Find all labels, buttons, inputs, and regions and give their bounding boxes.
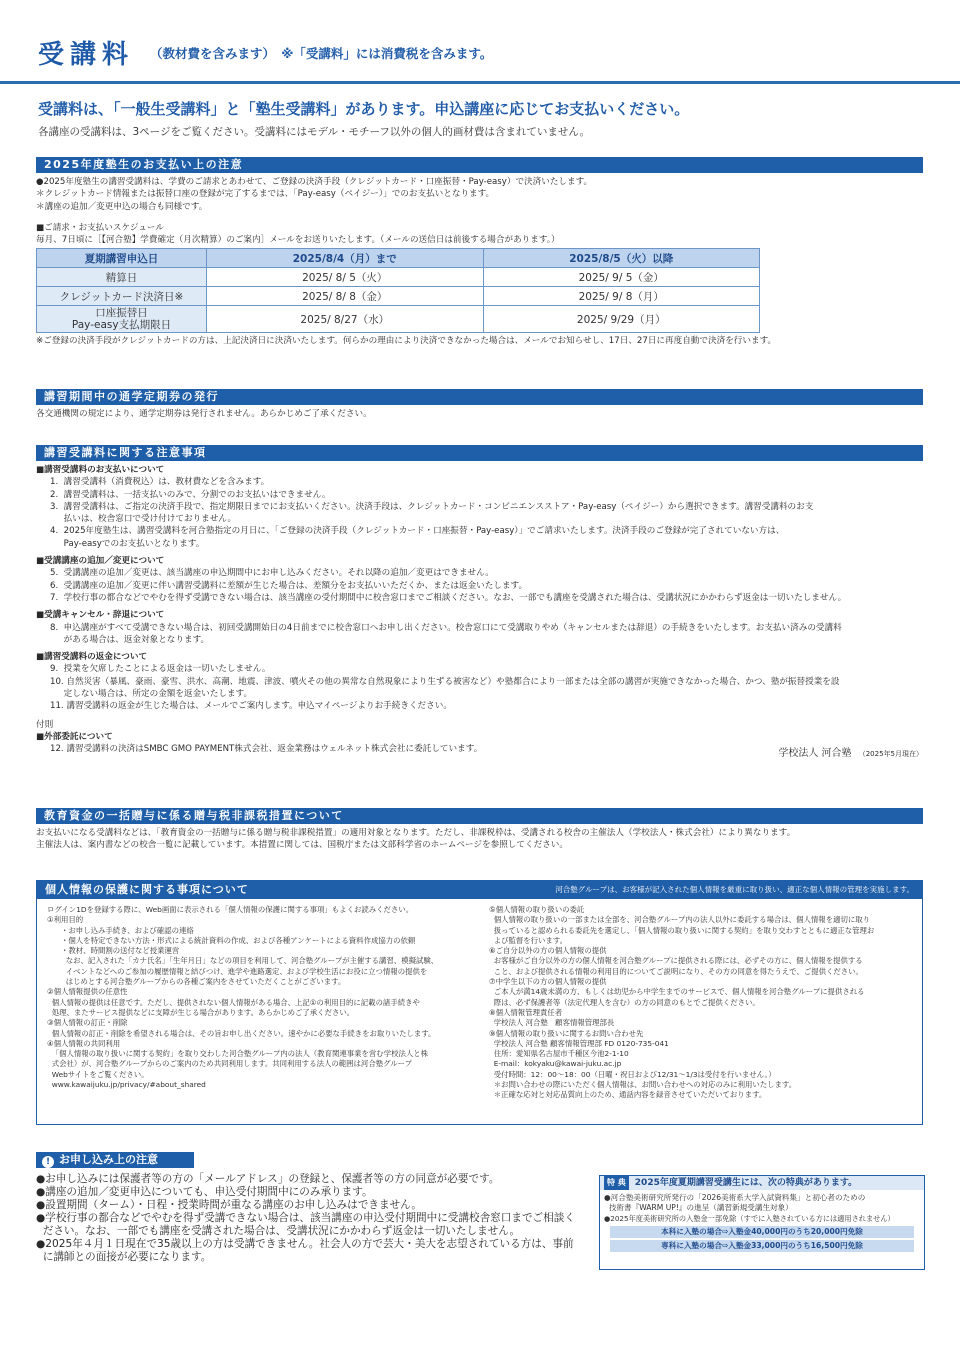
privacy-address: 住所：愛知県名古屋市千種区今池2-1-10: [489, 1049, 629, 1059]
gift-title: 教育資金の一括贈与に係る贈与税非課税措置について: [36, 808, 923, 824]
gift-line: 主催法人は、案内書などの校舎一覧に記載しています。本措置に関しては、国税庁または文部科学省のホームページを参照してください。: [36, 840, 568, 851]
privacy-email[interactable]: E-mail：kokyaku@kawai-juku.ac.jp: [489, 1059, 622, 1069]
fees-item: 8. 申込講座がすべて受講できない場合は、初回受講開始日の4日前までに校舎窓口へお申し出ください。校舎窓口にて受講取りやめ（キャンセルまたは辞退）の手続きをいたします。お支払い済みの受講料: [50, 622, 842, 633]
fees-group-head: ■受講講座の追加／変更について: [36, 556, 165, 567]
fees-group-head: ■講習受講料のお支払いについて: [36, 465, 165, 475]
payment-title: 2025年度塾生のお支払い上の注意: [36, 157, 923, 173]
special-header: [600, 1176, 924, 1190]
table-header: 2025/8/5（火）以降: [483, 249, 760, 268]
fees-item: がある場合は、返金対象となります。: [50, 634, 210, 645]
notice-title: お申し込み上の注意: [59, 1153, 158, 1166]
signature-name: 学校法人 河合塾: [778, 748, 852, 760]
alert-icon: !: [42, 1156, 54, 1168]
appendix-label: 付則: [36, 719, 54, 730]
table-cell: 2025/ 9/ 8（月）: [483, 287, 760, 306]
notice-section: [36, 1152, 596, 1264]
privacy-line: 式会社）が、河合塾グループからのご案内のため共同利用します。共同利用する法人の範囲は河合塾グループ: [47, 1059, 413, 1069]
privacy-line: ⑥ご自分以外の方の個人情報の提供: [489, 946, 607, 956]
fees-item: 払いは、校舎窓口で受け付けておりません。: [50, 514, 237, 525]
privacy-line: 扱っていると認められる委託先を選定し、「個人情報の取り扱いに関する契約」を取り交わすとともに適正な管理お: [489, 925, 875, 935]
privacy-line: 処理、またサービス提供などに支障が生じる場合があります。あらかじめご了承ください。: [47, 1007, 355, 1017]
table-row: [37, 268, 760, 287]
notice-line: ●講座の追加／変更申込についても、申込受付期間中にのみ承ります。: [36, 1186, 373, 1198]
privacy-line: はじめとする河合塾グループからの各種ご案内をさせていただくことがございます。: [61, 977, 346, 987]
table-header: 2025/8/4（月）まで: [207, 249, 484, 268]
privacy-line: ⑧個人情報管理責任者: [489, 1007, 563, 1017]
privacy-section: [36, 880, 923, 1125]
privacy-line: ・お申し込み手続き、および確認の連絡: [61, 925, 194, 935]
table-cell: 2025/ 8/ 5（火）: [207, 268, 484, 287]
privacy-left-column: [47, 905, 438, 1090]
lead-main: 受講料は、「一般生受講料」と「塾生受講料」があります。申込講座に応じてお支払いください。: [38, 100, 690, 118]
special-line: ●河合塾美術研究所発行の「2026美術系大学入試資料集」と初心者のための: [604, 1193, 866, 1202]
outsource-head: ■外部委託について: [36, 731, 113, 742]
special-line: 技術書『WARM UP!』の進呈（講習新規受講生対象）: [604, 1203, 793, 1213]
privacy-line: こと、および提供される情報の利用目的についてご説明になり、その方の同意を得たうえで、ご提供ください。: [489, 966, 863, 976]
privacy-line: イベントなどへのご参加の履歴情報と結びつけ、進学や進路選定、および学校生活にお役に立つ情報の提供を: [61, 966, 428, 976]
privacy-line: ＊お問い合わせの際にいただく個人情報は、お問い合わせへの対応のみに利用いたします。: [489, 1080, 797, 1090]
fees-item: 7. 学校行事の都合などでやむを得ず受講できない場合は、該当講座の受付期間中に校舎窓口までご相談ください。なお、一部でも講座を受講された場合は、受講状況にかかわらず返金は一切いたしません。: [50, 592, 847, 603]
payment-note: ＊クレジットカード情報または振替口座の登録が完了するまでは、「Pay-easy（ペイジー）」でのお支払いとなります。: [36, 189, 495, 200]
privacy-line: ③個人情報の訂正・削除: [47, 1018, 128, 1028]
table-row: [37, 287, 760, 306]
commuter-title: 講習期間中の通学定期券の発行: [36, 389, 923, 405]
privacy-phone: 学校法人 河合塾 顧客情報管理部 FD 0120-735-041: [489, 1038, 669, 1048]
signature: [778, 744, 923, 759]
schedule-head: ■ご請求・お支払いスケジュール: [36, 222, 164, 233]
payment-footnote: ※ご登録の決済手段がクレジットカードの方は、上記決済日に決済いたします。何らかの理由により決済できなかった場合は、メールでお知らせし、17日、27日に再度自動で決済を行います。: [36, 336, 777, 347]
fees-item: 10. 自然災害（暴風、豪雨、豪雪、洪水、高潮、地震、津波、噴火その他の異常な自然現象により生ずる被害など）や塾都合により一部または全部の講習が実施できなかった場合、かつ、塾が振替授業を設: [50, 676, 840, 687]
privacy-line: なお、記入された「カナ氏名」「生年月日」などの項目を利用して、河合塾グループが主催する講習、模擬試験、: [61, 956, 439, 966]
notice-line: ださい。なお、一部でも講座を受講された場合は、受講状況にかかわらず返金は一切いたしません。: [36, 1225, 521, 1237]
fees-item: 定しない場合は、所定の金額を返金いたします。: [50, 689, 253, 700]
special-highlight: 本科に入塾の場合⇨入塾金40,000円のうち20,000円免除: [610, 1226, 914, 1238]
privacy-line: 個人情報の訂正・削除を希望される場合は、その旨お申し出ください。速やかに必要な手続きをお取りいたします。: [47, 1028, 436, 1038]
payment-section: [36, 157, 923, 348]
special-box: [599, 1175, 925, 1270]
payment-note: ＊講座の追加／変更申込の場合も同様です。: [36, 201, 208, 212]
page-subtitle: （教材費を含みます） ※「受講料」には消費税を含みます。: [150, 46, 493, 61]
signature-date: （2025年5月現在）: [858, 750, 923, 759]
table-cell: 2025/ 8/ 8（金）: [207, 287, 484, 306]
special-title: 2025年度夏期講習受講生には、次の特典があります。: [634, 1178, 858, 1188]
fees-item: 6. 受講講座の追加／変更に伴い講習受講料に差額が生じた場合は、差額分をお支払いいただくか、または返金いたします。: [50, 580, 528, 591]
outsource-text: 12. 講習受講料の決済はSMBC GMO PAYMENT株式会社、返金業務はウェルネット株式会社に委託しています。: [50, 744, 483, 755]
page-title: 受講料: [38, 40, 135, 70]
privacy-line: 「個人情報の取り扱いに関する契約」を取り交わした河合塾グループ内の法人（教育関連事業を営む学校法人と株: [47, 1049, 429, 1059]
commuter-section: [36, 389, 923, 420]
commuter-text: 各交通機関の規定により、通学定期券は発行されません。あらかじめご了承ください。: [36, 409, 372, 419]
privacy-note: 河合塾グループは、お客様が記入された個人情報を厳重に取り扱い、適正な個人情報の管理を実施します。: [555, 885, 914, 894]
privacy-link[interactable]: www.kawaijuku.jp/privacy/#about_shared: [47, 1080, 206, 1090]
notice-line: ●2025年４月１日現在で35歳以上の方は受講できません。社会人の方で芸大・美大を志望されている方は、事前: [36, 1238, 574, 1250]
fees-item: 2. 講習受講料は、一括支払いのみで、分割でのお支払いはできません。: [50, 489, 331, 500]
table-cell: 2025/ 8/27（水）: [207, 306, 484, 333]
lead-sub: 各講座の受講料は、3ページをご覧ください。受講料にはモデル・モチーフ以外の個人的画材費は含まれていません。: [38, 126, 591, 138]
fees-section: [36, 445, 923, 760]
notice-header: [36, 1152, 194, 1168]
table-header: 夏期講習申込日: [37, 249, 207, 268]
fees-item: 3. 講習受講料は、ご指定の決済手段で、指定期限日までにお支払いください。決済手段は、クレジットカード・コンビニエンスストア・Pay-easy（ペイジー）から選択できます。講習受講料のお支: [50, 501, 814, 512]
privacy-line: ログイン1Dを登録する際に、Web画面に表示される「個人情報の保護に関する事項」もよくお読みください。: [47, 905, 414, 914]
fees-title: 講習受講料に関する注意事項: [36, 445, 923, 461]
privacy-header: [37, 881, 922, 899]
payment-note: ●2025年度塾生の講習受講料は、学費のご請求とあわせて、ご登録の決済手段（クレジットカード・口座振替・Pay-easy）で決済いたします。: [36, 177, 593, 187]
special-badge: 特 典: [604, 1176, 629, 1190]
privacy-line: ⑨個人情報の取り扱いに関するお問い合わせ先: [489, 1028, 644, 1038]
privacy-line: お客様がご自分以外の方の個人情報を河合塾グループに提供される際には、必ずその方に、個人情報を提供する: [489, 956, 863, 966]
privacy-line: Webサイトをご覧ください。: [47, 1069, 149, 1079]
privacy-line: ・教材、時間割の送付など授業運営: [61, 946, 180, 956]
notice-line: に講師との面接が必要になります。: [36, 1251, 212, 1263]
privacy-line: 際は、必ず保護者等（法定代理人を含む）の方の同意のもとでご提供ください。: [489, 997, 760, 1007]
fees-item: Pay-easyでのお支払いとなります。: [50, 538, 205, 549]
privacy-right-column: [489, 905, 874, 1101]
table-row: [37, 306, 760, 333]
fees-group-head: ■講習受講料の返金について: [36, 652, 148, 663]
privacy-line: ・個人を特定できない方法・形式による統計資料の作成、および各種アンケートによる資料作成協力の依頼: [61, 935, 416, 945]
privacy-line: ②個人情報提供の任意性: [47, 987, 128, 997]
table-cell: 精算日: [37, 268, 207, 287]
privacy-line: ①利用目的: [47, 915, 84, 925]
notice-line: ●設置期間（ターム）・日程・授業時間が重なる講座のお申し込みはできません。: [36, 1199, 422, 1211]
privacy-line: よび監督を行います。: [489, 935, 568, 945]
fees-item: 1. 講習受講料（消費税込）は、教材費などを含みます。: [50, 477, 270, 488]
special-line: ●2025年度美術研究所の入塾金一部免除（すでに入塾されている方には適用されません）: [604, 1213, 895, 1223]
privacy-title: 個人情報の保護に関する事項について: [45, 883, 249, 896]
privacy-line: ＊正確な応対と対応品質向上のため、通話内容を録音させていただいております。: [489, 1090, 767, 1100]
page-header: [0, 0, 960, 84]
privacy-hours: 受付時間：12：00～18：00（日曜・祝日および12/31～1/3は受付を行いません。）: [489, 1069, 776, 1079]
schedule-table: [36, 248, 760, 333]
table-cell: 2025/ 9/ 5（金）: [483, 268, 760, 287]
notice-line: ●お申し込みには保護者等の方の「メールアドレス」の登録と、保護者等の方の同意が必要です。: [36, 1173, 500, 1185]
privacy-line: ご本人が満14歳未満の方、もしくは幼児から中学生までのサービスで、個人情報を河合塾グループに提供される: [489, 987, 865, 997]
fees-item: 9. 授業を欠席したことによる返金は一切いたしません。: [50, 664, 271, 675]
table-cell: 2025/ 9/29（月）: [483, 306, 760, 333]
privacy-line: 個人情報の取り扱いの一部または全部を、河合塾グループ内の法人以外に委託する場合は、個人情報を適切に取り: [489, 915, 871, 925]
table-row: [37, 249, 760, 268]
gift-line: お支払いになる受講料などは、「教育資金の一括贈与に係る贈与税非課税措置」の適用対象となります。ただし、非課税枠は、受講される校舎の主催法人（学校法人・株式会社）により異なります。: [36, 828, 796, 838]
table-cell: 口座振替日 Pay-easy支払期限日: [37, 306, 207, 333]
privacy-line: 個人情報の提供は任意です。ただし、提供されない個人情報がある場合、上記①の利用目的に記載の諸手続きや: [47, 997, 420, 1007]
privacy-line: ⑦中学生以下の方の個人情報の提供: [489, 977, 607, 987]
privacy-line: ⑤個人情報の取り扱いの委託: [489, 905, 585, 914]
fees-item: 5. 受講講座の追加／変更は、該当講座の申込期間中にお申し込みください。それ以降の追加／変更はできません。: [50, 568, 494, 579]
fees-group-head: ■受講キャンセル・辞退について: [36, 610, 165, 621]
privacy-line: ④個人情報の共同利用: [47, 1038, 121, 1048]
notice-line: ●学校行事の都合などでやむを得ず受講できない場合は、該当講座の申込受付期間中に受講校舎窓口までご相談く: [36, 1212, 575, 1224]
fees-item: 4. 2025年度塾生は、講習受講料を河合塾指定の月日に、「ご登録の決済手段（クレジットカード・口座振替・Pay-easy）」でご請求いたします。決済手段のご登録が完了されていない方は、: [50, 526, 785, 537]
fees-item: 11. 講習受講料の返金が生じた場合は、メールでご案内します。申込マイページよりお手続きください。: [50, 701, 452, 712]
table-cell: クレジットカード決済日※: [37, 287, 207, 306]
special-highlight: 専科に入塾の場合⇨入塾金33,000円のうち16,500円免除: [610, 1240, 914, 1252]
schedule-desc: 毎月、7日頃に［【河合塾】学費確定（月次精算）のご案内］メールをお送りいたします。（メールの送信日は前後する場合があります。）: [36, 235, 560, 246]
gift-section: [36, 808, 923, 852]
privacy-line: 学校法人 河合塾 顧客情報管理部長: [489, 1018, 615, 1028]
